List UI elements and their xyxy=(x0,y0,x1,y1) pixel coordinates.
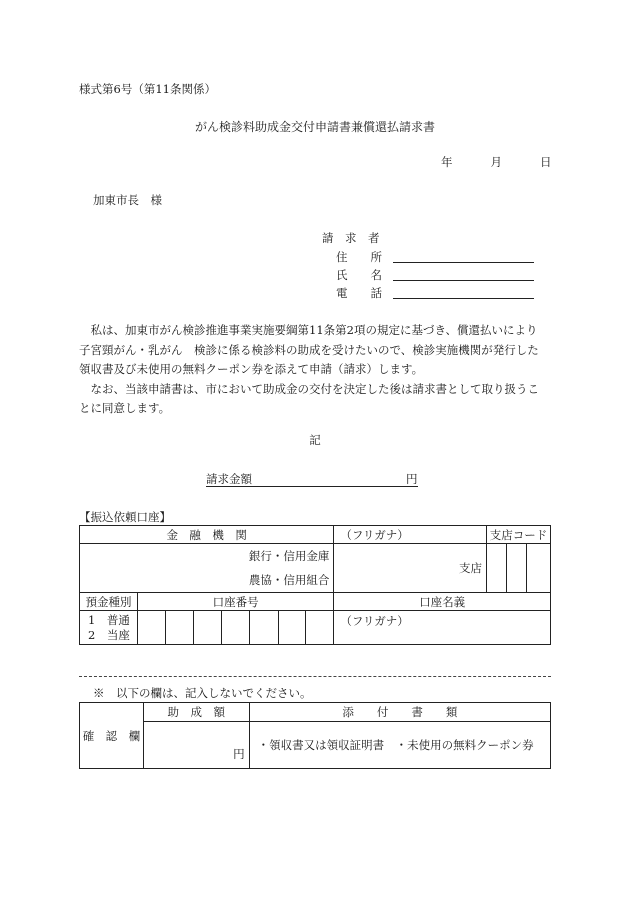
branch-suffix-label: 支店 xyxy=(459,561,483,575)
account-number-digit[interactable] xyxy=(249,611,278,645)
account-number-digit[interactable] xyxy=(193,611,221,645)
date-line xyxy=(441,155,552,169)
name-field[interactable] xyxy=(393,280,534,281)
branch-code-digit[interactable] xyxy=(506,544,526,593)
body-line: とに同意します。 xyxy=(79,401,171,415)
yen-unit: 円 xyxy=(233,747,245,761)
deposit-type-options[interactable] xyxy=(80,611,138,645)
branch-code-digit[interactable] xyxy=(526,544,550,593)
attachments-cell: ・領収書又は領収証明書 ・未使用の無料クーポン券 xyxy=(249,722,550,769)
account-number-digit[interactable] xyxy=(221,611,249,645)
account-name-furigana: （フリガナ） xyxy=(340,614,409,628)
application-body xyxy=(79,321,559,419)
account-number-header: 口座番号 xyxy=(137,593,333,611)
phone-label: 電 話 xyxy=(336,286,382,300)
subsidy-amount-header: 助 成 額 xyxy=(143,703,249,722)
bank-name-cell[interactable] xyxy=(80,544,334,593)
date-year-label: 年 xyxy=(441,155,453,169)
address-field[interactable] xyxy=(393,262,534,263)
bank-account-table xyxy=(79,525,551,645)
ki-heading: 記 xyxy=(309,433,321,447)
deposit-option[interactable]: 1 普通 xyxy=(88,612,130,627)
account-number-digit[interactable] xyxy=(278,611,306,645)
body-line: 私は、加東市がん検診推進事業実施要綱第11条第2項の規定に基づき、償還払いにより xyxy=(79,323,538,337)
document-title: がん検診料助成金交付申請書兼償還払請求書 xyxy=(194,120,435,134)
furigana-header: （フリガナ） xyxy=(334,526,487,544)
date-month-label: 月 xyxy=(490,155,502,169)
subsidy-amount-cell xyxy=(143,722,249,769)
claim-amount-unit: 円 xyxy=(406,472,418,486)
address-label: 住 所 xyxy=(336,250,382,264)
account-number-digit[interactable] xyxy=(137,611,165,645)
branch-code-digit[interactable] xyxy=(487,544,507,593)
account-number-digit[interactable] xyxy=(165,611,193,645)
confirmation-label: 確 認 欄 xyxy=(80,703,144,769)
claimant-heading: 請 求 者 xyxy=(322,231,380,245)
branch-name-cell[interactable] xyxy=(334,544,487,593)
body-line: なお、当該申請書は、市において助成金の交付を決定した後は請求書として取り扱うこ xyxy=(79,381,539,396)
branch-code-header: 支店コード xyxy=(487,526,551,544)
deposit-type-header: 預金種別 xyxy=(80,593,138,611)
institution-header: 金 融 機 関 xyxy=(80,526,334,544)
office-use-note: ※ 以下の欄は、記入しないでください。 xyxy=(93,686,312,700)
claim-amount-field[interactable] xyxy=(206,486,418,487)
deposit-option[interactable]: 2 当座 xyxy=(88,627,130,642)
transfer-account-heading: 【振込依頼口座】 xyxy=(79,510,171,524)
account-number-digit[interactable] xyxy=(306,611,334,645)
body-line: 子宮頸がん・乳がん 検診に係る検診料の助成を受けたいので、検診実施機関が発行した xyxy=(79,342,539,357)
claim-amount-label: 請求金額 xyxy=(206,472,252,486)
date-day-label: 日 xyxy=(540,155,552,169)
account-name-cell[interactable] xyxy=(334,611,551,645)
account-name-header: 口座名義 xyxy=(334,593,551,611)
attachments-header: 添 付 書 類 xyxy=(249,703,550,722)
phone-field[interactable] xyxy=(393,298,534,299)
addressee: 加東市長 様 xyxy=(93,193,162,207)
body-line: 領収書及び未使用の無料クーポン券を添えて申請（請求）します。 xyxy=(79,362,424,376)
form-number: 様式第6号（第11条関係） xyxy=(79,82,216,96)
bank-type-label: 農協・信用組合 xyxy=(248,573,330,587)
bank-type-label: 銀行・信用金庫 xyxy=(248,549,330,563)
cut-line xyxy=(79,676,551,677)
office-use-table xyxy=(79,702,551,769)
name-label: 氏 名 xyxy=(336,268,382,282)
